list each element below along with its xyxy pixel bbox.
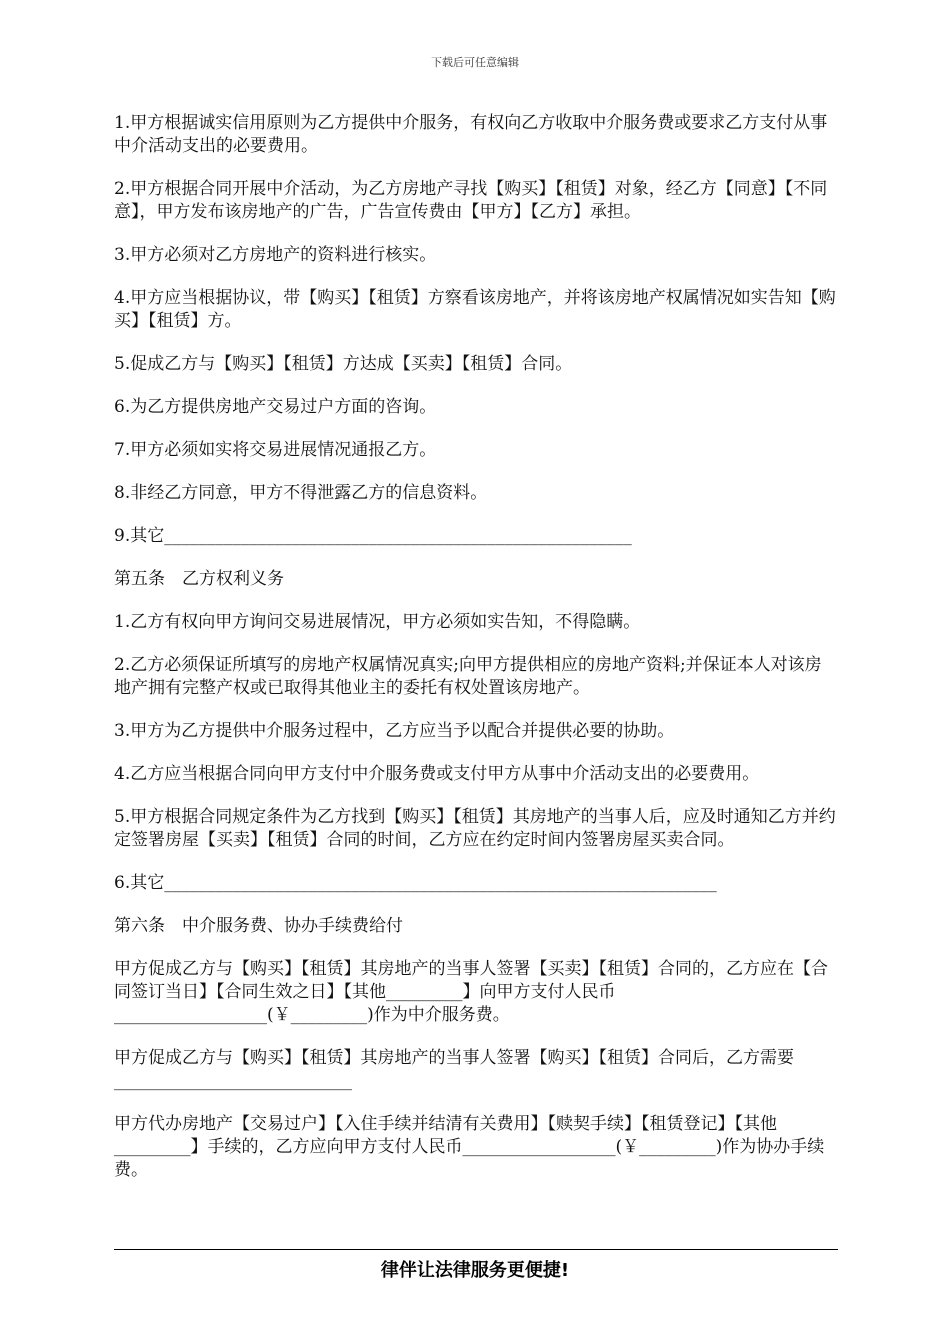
clause-4-item-6: 6.为乙方提供房地产交易过户方面的咨询。 (114, 397, 437, 417)
clause-4-item-8: 8.非经乙方同意，甲方不得泄露乙方的信息资料。 (114, 483, 488, 503)
clause-5-item-3: 3.甲方为乙方提供中介服务过程中，乙方应当予以配合并提供必要的协助。 (114, 721, 675, 741)
clause-5-item-2: 2.乙方必须保证所填写的房地产权属情况真实;向甲方提供相应的房地产资料;并保证本人对该房地产拥有完整产权或已取得其他业主的委托有权处置该房地产。 (114, 655, 822, 698)
clause-5-item-5: 5.甲方根据合同规定条件为乙方找到【购买】【租赁】其房地产的当事人后，应及时通知乙方并约定签署房屋【买卖】【租赁】合同的时间，乙方应在约定时间内签署房屋买卖合同。 (114, 807, 836, 850)
footer-slogan: 律伴让法律服务更便捷! (380, 1260, 570, 1281)
clause-4-item-9: 9.其它_______________________________________________________ (114, 526, 632, 546)
clause-5-item-6: 6.其它_________________________________________________________________ (114, 873, 717, 893)
clause-4-item-1: 1.甲方根据诚实信用原则为乙方提供中介服务，有权向乙方收取中介服务费或要求乙方支付从事中介活动支出的必要费用。 (114, 113, 828, 156)
document-body (114, 112, 838, 1202)
section-heading-6: 第六条 中介服务费、协办手续费给付 (114, 916, 403, 936)
clause-5-item-4: 4.乙方应当根据合同向甲方支付中介服务费或支付甲方从事中介活动支出的必要费用。 (114, 764, 760, 784)
clause-4-item-2: 2.甲方根据合同开展中介活动，为乙方房地产寻找【购买】【租赁】对象，经乙方【同意】【不同意】，甲方发布该房地产的广告，广告宣传费由【甲方】【乙方】承担。 (114, 179, 828, 222)
clause-4-item-5: 5.促成乙方与【购买】【租赁】方达成【买卖】【租赁】合同。 (114, 354, 573, 374)
footer-divider (114, 1249, 838, 1250)
header-note: 下载后可任意编辑 (431, 56, 519, 69)
clause-4-item-7: 7.甲方必须如实将交易进展情况通报乙方。 (114, 440, 437, 460)
section-heading-5: 第五条 乙方权利义务 (114, 569, 284, 589)
clause-4-item-4: 4.甲方应当根据协议，带【购买】【租赁】方察看该房地产，并将该房地产权属情况如实告知【购买】【租赁】方。 (114, 288, 836, 331)
clause-6-paragraph-3: 甲方代办房地产【交易过户】【入住手续并结清有关费用】【赎契手续】【租赁登记】【其他_________】手续的，乙方应向甲方支付人民币__________________(￥_________)作为协办手续费。 (114, 1114, 825, 1180)
clause-4-item-3: 3.甲方必须对乙方房地产的资料进行核实。 (114, 245, 437, 265)
clause-6-paragraph-1: 甲方促成乙方与【购买】【租赁】其房地产的当事人签署【买卖】【租赁】合同的，乙方应在【合同签订当日】【合同生效之日】【其他_________】向甲方支付人民币__________________(￥_________)作为中介服务费。 (114, 959, 828, 1025)
clause-6-paragraph-2: 甲方促成乙方与【购买】【租赁】其房地产的当事人签署【购买】【租赁】合同后，乙方需要____________________________ (114, 1048, 794, 1091)
clause-5-item-1: 1.乙方有权向甲方询问交易进展情况，甲方必须如实告知，不得隐瞒。 (114, 612, 641, 632)
